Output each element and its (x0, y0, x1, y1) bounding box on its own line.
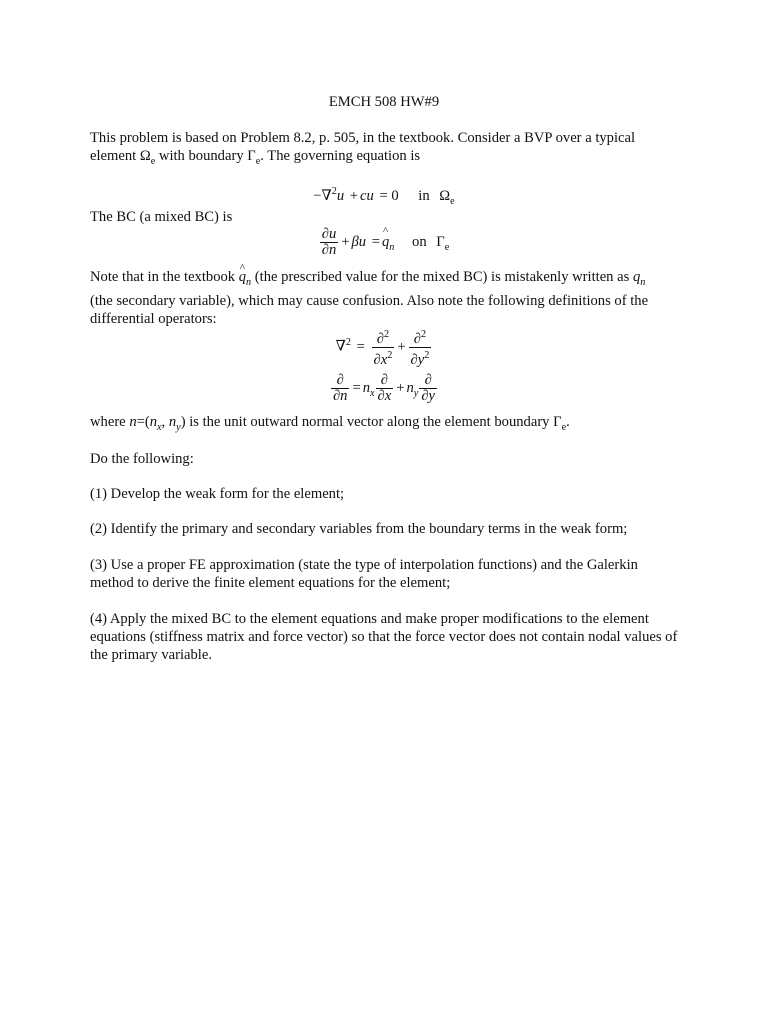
note-text: (the prescribed value for the mixed BC) is mistakenly written as (251, 269, 633, 285)
n-symbol: n (406, 379, 414, 396)
on-word: on (412, 233, 427, 250)
term-cu: cu (360, 187, 374, 204)
normal-vector-sentence (90, 413, 678, 437)
plus-sign: + (349, 187, 358, 204)
fraction-d-dy (419, 373, 437, 404)
q-symbol: q (632, 269, 641, 285)
subscript-e: e (444, 241, 450, 253)
intro-text: with boundary (155, 148, 248, 164)
do-following-heading: Do the following: (90, 451, 194, 467)
exponent: 2 (331, 186, 337, 197)
sentence-text: ) is the unit outward normal vector along the element boundary (180, 414, 554, 430)
variable-u: u (336, 187, 345, 204)
note-paragraph (90, 268, 678, 328)
gamma-symbol: Γ (436, 233, 445, 250)
fraction-denominator: ∂n (332, 388, 348, 404)
normal-derivative-definition (0, 373, 768, 404)
sentence-text: . (566, 414, 570, 430)
fraction-numerator: ∂u (321, 226, 337, 242)
subscript-n: n (389, 241, 395, 253)
subscript-x: x (370, 387, 375, 399)
plus-sign: + (341, 233, 350, 250)
fraction-d-dx (376, 373, 394, 404)
task-item: (3) Use a proper FE approximation (state the type of interpolation functions) and the Galerkin method to derive the finite element equations for the element; (90, 557, 638, 591)
fraction-numerator: ∂ (413, 330, 421, 347)
sentence-text: , (161, 414, 169, 430)
subscript-n: n (246, 276, 252, 288)
q-hat: ^ q (239, 268, 246, 286)
equals-sign: = (371, 233, 380, 250)
note-text: Note that in the textbook (90, 269, 239, 285)
note-line-3: differential operators: (90, 310, 217, 327)
n-symbol: n (149, 414, 157, 430)
fraction-denominator: ∂x (377, 388, 392, 404)
note-line-2: (the secondary variable), which may cause confusion. Also note the following definitions of the (90, 292, 649, 309)
task-item: (4) Apply the mixed BC to the element equations and make proper modifications to the element equations (stiffness matrix and force vector) so that the force vector does not contain nodal values of the primary variable. (90, 611, 678, 663)
plus-sign: + (396, 379, 405, 396)
fraction-d2-dy2: $\frac{\partial^2}{\partial y^2}$ (410, 329, 430, 368)
equals-sign: = (356, 338, 365, 355)
omega-symbol: Ω (439, 187, 451, 204)
plus-sign: + (397, 338, 406, 355)
bc-intro: The BC (a mixed BC) is (90, 209, 233, 225)
fraction-d2-dx2: $\frac{\partial^2}{\partial x^2}$ (373, 329, 393, 368)
fraction-numerator: ∂ (419, 373, 437, 389)
subscript-e: e (450, 195, 455, 207)
omega-symbol: Ω (139, 148, 151, 164)
in-word: in (418, 187, 430, 204)
exponent: 2 (345, 336, 351, 348)
governing-equation (0, 186, 768, 207)
equals-zero: = 0 (379, 187, 399, 204)
subscript-e: e (561, 421, 567, 433)
equals-sign: = (352, 379, 361, 396)
fraction-du-dn (320, 227, 339, 258)
subscript-n: n (640, 276, 646, 288)
n-symbol: n (129, 414, 137, 430)
gamma-symbol: Γ (553, 414, 562, 430)
sentence-text: =( (136, 414, 150, 430)
intro-text: element (90, 148, 140, 164)
subscript-x: x (157, 421, 162, 433)
fraction-numerator: ∂ (376, 330, 384, 347)
subscript-e: e (150, 155, 156, 167)
gamma-symbol: Γ (247, 148, 256, 164)
intro-paragraph (90, 129, 678, 171)
page-title: EMCH 508 HW#9 (328, 94, 440, 110)
fraction-denominator: ∂x (373, 351, 388, 368)
task-item: (2) Identify the primary and secondary variables from the boundary terms in the weak form; (90, 521, 628, 537)
fraction-denominator: ∂n (321, 242, 337, 258)
subscript-y: y (413, 387, 419, 399)
laplacian-definition (0, 327, 768, 368)
bc-equation (0, 227, 768, 258)
task-item: (1) Develop the weak form for the element; (90, 486, 345, 502)
q-hat: ^ q (382, 234, 389, 251)
term-beta-u: βu (351, 233, 367, 250)
nabla-operator: ∇ (335, 338, 346, 355)
fraction-numerator: ∂ (376, 373, 394, 389)
nabla-operator: −∇ (313, 187, 332, 204)
n-symbol: n (168, 414, 177, 430)
fraction-d-dn (331, 373, 350, 404)
subscript-y: y (176, 421, 181, 433)
intro-text: . The governing equation is (260, 148, 421, 164)
subscript-e: e (255, 155, 261, 167)
intro-line-1: This problem is based on Problem 8.2, p. 505, in the textbook. Consider a BVP over a typical (90, 130, 636, 146)
fraction-numerator: ∂ (331, 373, 350, 389)
n-symbol: n (362, 379, 370, 396)
fraction-denominator: ∂y (410, 351, 425, 368)
sentence-text: where (90, 414, 130, 430)
fraction-denominator: ∂y (421, 388, 436, 404)
